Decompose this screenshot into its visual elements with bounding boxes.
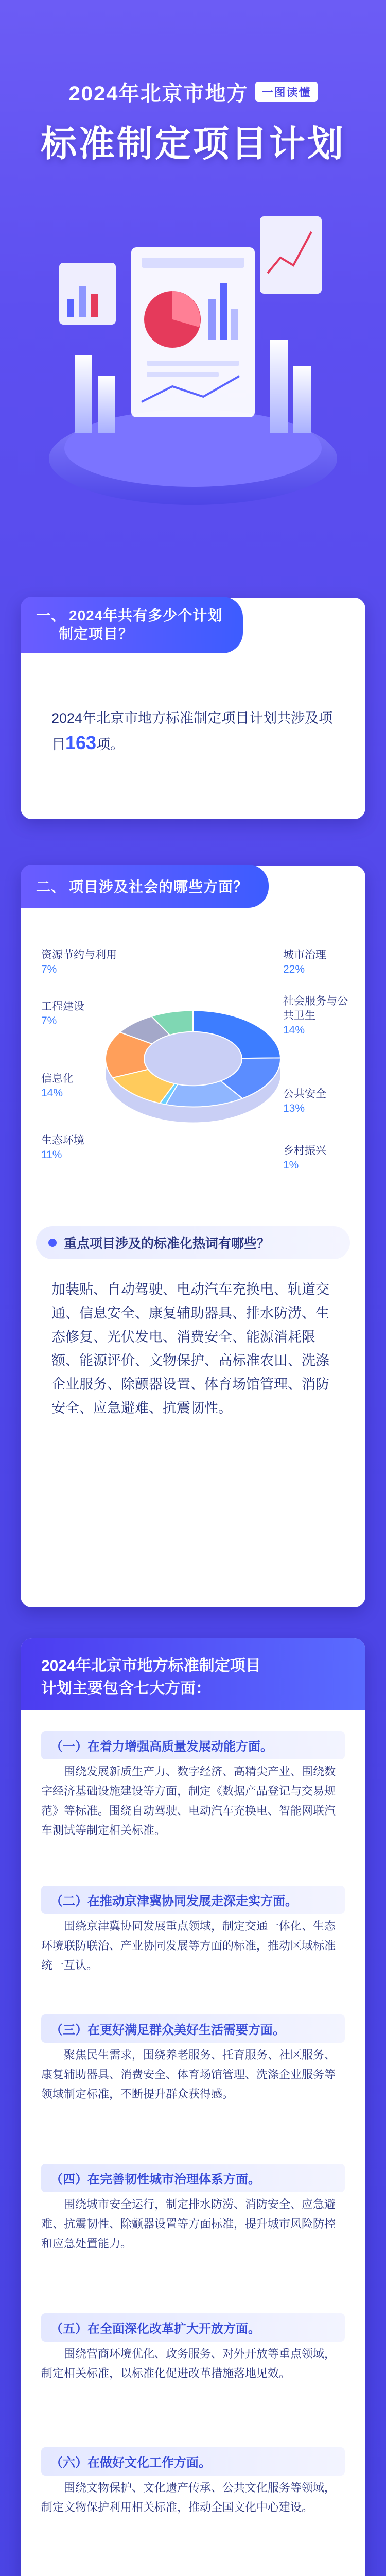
- section1-title-line1: 2024年共有多少个计划: [69, 607, 223, 623]
- legend-pct: 14%: [283, 1024, 305, 1036]
- legend-l4: [41, 1133, 84, 1162]
- section2-title-text: 项目涉及社会的哪些方面？: [69, 879, 249, 895]
- legend-label: 城市治理: [283, 949, 326, 961]
- legend-pct: 11%: [41, 1149, 62, 1161]
- section2-fields-text: 加装贴、自动驾驶、电动汽车充换电、轨道交通、信息安全、康复辅助器具、排水防涝、生态修复、光伏发电、消费安全、能源消耗限额、能源评价、文物保护、高标准农田、洗涤企业服务、除颤器设置、体育场馆管理、消防安全、应急避难、抗震韧性。: [51, 1282, 329, 1416]
- section1-text: [51, 706, 335, 757]
- hero-year-title: 2024年北京市地方: [68, 82, 249, 105]
- legend-r4: [283, 1144, 326, 1173]
- legend-label: 社会服务与公共卫生: [283, 995, 348, 1022]
- section1-card: [21, 598, 365, 819]
- legend-label: 乡村振兴: [283, 1145, 326, 1157]
- legend-l2: [41, 999, 84, 1028]
- legend-pct: 7%: [41, 963, 57, 975]
- section2-subhead: [36, 1226, 350, 1259]
- hero-main-title: 标准制定项目计划: [41, 124, 345, 164]
- legend-label: 公共安全: [283, 1088, 326, 1100]
- legend-pct: 7%: [41, 1015, 57, 1027]
- legend-r1: [283, 948, 326, 977]
- section1-num: 一、: [36, 607, 66, 623]
- content-item-body: 围绕京津冀协同发展重点领域，制定交通一体化、生态环境联防联治、产业协同发展等方面的标准，推动区域标准统一互认。: [41, 1920, 336, 1972]
- section2-subhead-text: 重点项目涉及的标准化热词有哪些？: [64, 1236, 270, 1251]
- legend-pct: 22%: [283, 963, 305, 975]
- legend-label: 资源节约与利用: [41, 949, 117, 961]
- section1-title: [21, 597, 243, 653]
- legend-l3: [41, 1072, 74, 1100]
- section1-text-before: 2024年北京市地方标准制定项目计划共涉及项目: [51, 710, 333, 752]
- contents-head-line2: 计划主要包含七大方面：: [41, 1680, 211, 1697]
- content-item-title: （一）在着力增强高质量发展动能方面。: [41, 1731, 345, 1759]
- section2-title: [21, 865, 269, 908]
- legend-pct: 1%: [283, 1159, 299, 1171]
- legend-label: 生态环境: [41, 1134, 84, 1146]
- section2-num: 二、: [36, 879, 66, 895]
- legend-r3: [283, 1087, 326, 1116]
- content-item-body: 聚焦民生需求，围绕养老服务、托育服务、社区服务、康复辅助器具、消费安全、体育场馆管理、洗涤企业服务等领域制定标准，不断提升群众获得感。: [41, 2048, 336, 2100]
- bullet-dot: [48, 1239, 57, 1247]
- hero-illustration: [39, 170, 347, 531]
- hero-line1: [69, 77, 318, 107]
- content-item-title: （六）在做好文化工作方面。: [41, 2447, 345, 2476]
- section1-title-line2: 制定项目？: [59, 626, 134, 642]
- legend-label: 信息化: [41, 1073, 74, 1084]
- content-item-body: 围绕发展新质生产力、数字经济、高精尖产业、围绕数字经济基础设施建设等方面，制定《数据产品登记与交易规范》等标准。围绕自动驾驶、电动汽车充换电、智能网联汽车测试等制定相关标准。: [41, 1765, 336, 1837]
- donut-chart: [31, 917, 355, 1206]
- contents-head: [21, 1638, 365, 1710]
- legend-r2: [283, 994, 350, 1038]
- content-item-body: 围绕营商环境优化、政务服务、对外开放等重点领域，制定相关标准，以标准化促进改革措施落地见效。: [41, 2347, 336, 2380]
- legend-pct: 14%: [41, 1087, 63, 1099]
- hero-tag: 一图读懂: [255, 82, 317, 102]
- hero-title: [0, 77, 386, 167]
- legend-label: 工程建设: [41, 1001, 84, 1012]
- section1-number: 163: [65, 732, 97, 753]
- section1-text-after: 项。: [96, 737, 125, 752]
- content-item-title: （五）在全面深化改革扩大开放方面。: [41, 2313, 345, 2342]
- content-item-title: （二）在推动京津冀协同发展走深走实方面。: [41, 1886, 345, 1914]
- content-item-body: 围绕文物保护、文化遗产传承、公共文化服务等领域，制定文物保护利用相关标准，推动全国文化中心建设。: [41, 2481, 336, 2514]
- section2-card: [21, 866, 365, 1607]
- content-item-body: 围绕城市安全运行，制定排水防涝、消防安全、应急避难、抗震韧性、除颤器设置等方面标准，提升城市风险防控和应急处置能力。: [41, 2198, 336, 2250]
- legend-pct: 13%: [283, 1103, 305, 1114]
- legend-l1: [41, 948, 117, 977]
- content-item-title: （四）在完善韧性城市治理体系方面。: [41, 2164, 345, 2192]
- hero: [0, 0, 386, 556]
- content-item-title: （三）在更好满足群众美好生活需要方面。: [41, 2014, 345, 2043]
- contents-head-line1: 2024年北京市地方标准制定项目: [41, 1657, 261, 1674]
